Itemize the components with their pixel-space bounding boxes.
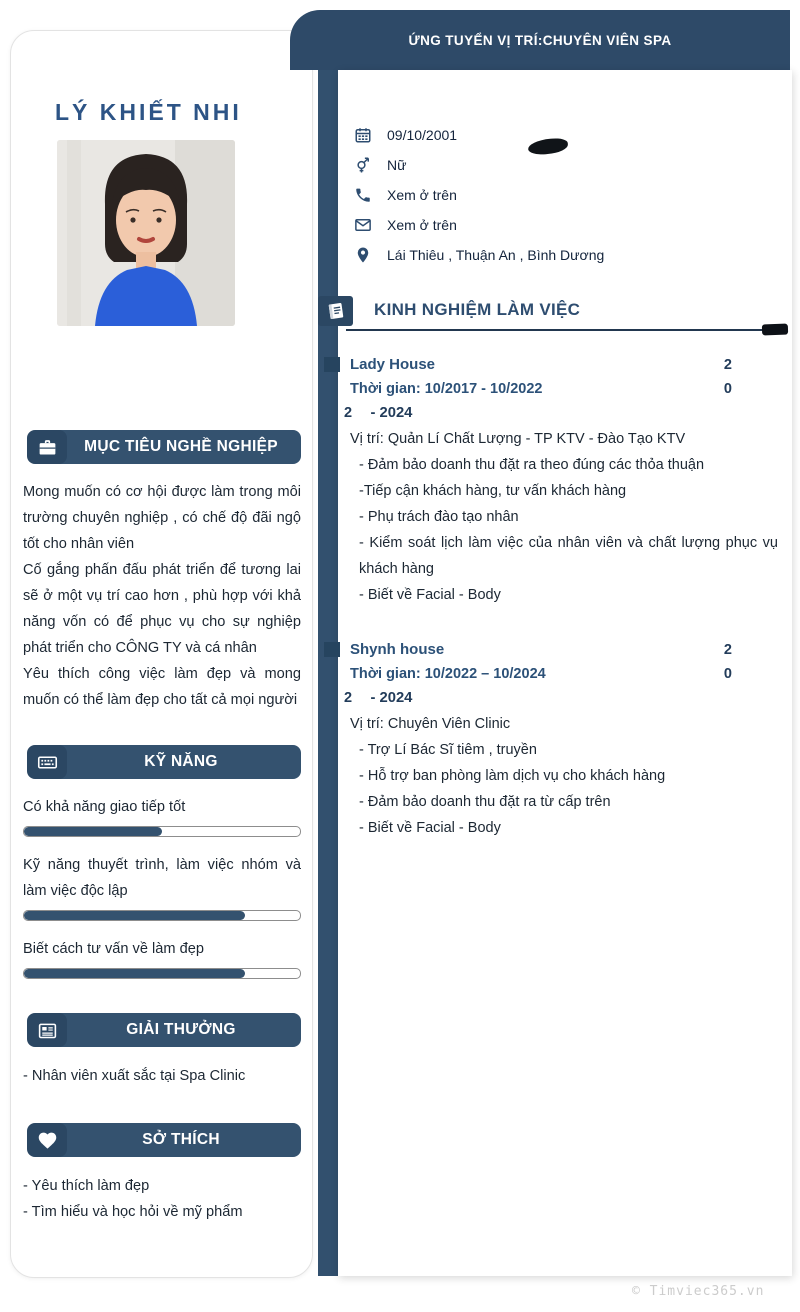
job-bullet: - Hỗ trợ ban phòng làm dịch vụ cho khách hàng [359, 768, 666, 784]
candidate-name: LÝ KHIẾT NHI [55, 99, 242, 125]
skill-bar-fill [24, 969, 245, 978]
ink-mark [762, 324, 788, 336]
timeline-marker [324, 642, 340, 657]
certificate-icon [27, 1013, 67, 1047]
job-position: Vị trí: Chuyên Viên Clinic [350, 716, 511, 732]
job-entry [344, 638, 784, 841]
apply-position-title: ỨNG TUYỂN VỊ TRÍ:CHUYÊN VIÊN SPA [408, 32, 672, 48]
skills-title: KỸ NĂNG [144, 753, 218, 770]
timeline-marker [324, 357, 340, 372]
profile-photo [57, 140, 235, 326]
timeline-bar [318, 70, 338, 1276]
email-icon [354, 216, 372, 234]
date-fragment: 2 [344, 405, 353, 421]
gender-value: Nữ [387, 157, 407, 173]
job-duration-row [350, 662, 784, 686]
job-bullet: - Kiểm soát lịch làm việc của nhân viên và chất lượng phục vụ khách hàng [359, 535, 778, 577]
skill-bar-fill [24, 911, 245, 920]
personal-info-list [338, 70, 792, 270]
section-objective [11, 430, 312, 713]
section-skills [11, 745, 312, 979]
job-duration-row [350, 377, 784, 401]
skill-label: Biết cách tư vấn về làm đẹp [23, 941, 204, 957]
phone-icon [354, 186, 372, 204]
skill-item [23, 794, 300, 837]
skill-bar [23, 968, 301, 979]
objective-paragraph: Yêu thích công việc làm đẹp và mong muốn có thể làm đẹp cho tất cả mọi người [23, 666, 301, 708]
location-icon [354, 246, 372, 264]
hobbies-ribbon [43, 1123, 301, 1157]
objective-title: MỤC TIÊU NGHỀ NGHIỆP [84, 438, 278, 455]
job-bullet: - Biết về Facial - Body [359, 820, 501, 836]
skill-bar [23, 910, 301, 921]
phone-value: Xem ở trên [387, 187, 457, 203]
experience-jobs [344, 353, 784, 841]
job-entry [344, 353, 784, 608]
job-bullet: - Đảm bảo doanh thu đặt ra từ cấp trên [359, 794, 611, 810]
heart-icon [27, 1123, 67, 1157]
email-value: Xem ở trên [387, 217, 457, 233]
date-fragment: 2 [723, 642, 732, 658]
job-bullets [350, 737, 784, 841]
job-duration: Thời gian: 10/2017 - 10/2022 [350, 381, 543, 397]
experience-section-header [346, 300, 786, 331]
job-bullet: - Đảm bảo doanh thu đặt ra theo đúng các thỏa thuận [359, 457, 705, 473]
job-bullet: -Tiếp cận khách hàng, tư vấn khách hàng [359, 483, 627, 499]
section-hobbies [11, 1123, 312, 1225]
date-fragment: 0 [723, 381, 732, 397]
awards-title: GIẢI THƯỞNG [126, 1021, 236, 1038]
date-fragment: - 2024 [370, 405, 413, 421]
date-wrap-row [344, 686, 784, 710]
objective-paragraph: Cố gắng phấn đấu phát triển để tương lai sẽ ở một vụ trí cao hơn , phù hợp với khả năng vốn có để phục vụ cho sự nghiệp phát triển cho CÔNG TY và cá nhân [23, 562, 301, 656]
birthdate-value: 09/10/2001 [387, 127, 458, 143]
keyboard-icon [27, 745, 67, 779]
award-text: - Nhân viên xuất sắc tại Spa Clinic [23, 1068, 246, 1084]
job-duration: Thời gian: 10/2022 – 10/2024 [350, 666, 546, 682]
skill-bar [23, 826, 301, 837]
objective-paragraph: Mong muốn có cơ hội được làm trong môi trường chuyên nghiệp , có chế độ đãi ngộ tốt cho nhân viên [23, 484, 301, 552]
job-bullets [350, 452, 784, 608]
info-row-address [338, 240, 792, 270]
date-fragment: 0 [723, 666, 732, 682]
briefcase-icon [27, 430, 67, 464]
book-icon [318, 296, 353, 326]
calendar-icon [354, 126, 372, 144]
skill-label: Kỹ năng thuyết trình, làm việc nhóm và làm việc độc lập [23, 857, 301, 899]
company-name: Shynh house [350, 641, 445, 658]
job-bullet: - Biết về Facial - Body [359, 587, 501, 603]
date-fragment: 2 [723, 357, 732, 373]
profile-photo-placeholder [57, 140, 235, 326]
hobbies-title: SỞ THÍCH [142, 1131, 220, 1148]
skill-item [23, 852, 300, 921]
experience-title: KINH NGHIỆM LÀM VIỆC [374, 300, 581, 319]
watermark: © Timviec365.vn [632, 1284, 765, 1299]
info-row-email [338, 210, 792, 240]
left-panel [10, 30, 313, 1278]
date-wrap-row [344, 401, 784, 425]
objective-text [23, 479, 301, 713]
job-position: Vị trí: Quản Lí Chất Lượng - TP KTV - Đào Tạo KTV [350, 431, 686, 447]
hobby-item: - Tìm hiểu và học hỏi về mỹ phẩm [23, 1204, 243, 1220]
info-row-phone [338, 180, 792, 210]
company-name: Lady House [350, 356, 436, 373]
objective-ribbon [43, 430, 301, 464]
section-awards [11, 1013, 312, 1089]
skill-item [23, 936, 300, 979]
right-panel [338, 70, 792, 1276]
job-bullet: - Phụ trách đào tạo nhân [359, 509, 519, 525]
skill-bar-fill [24, 827, 162, 836]
address-value: Lái Thiêu , Thuận An , Bình Dương [387, 247, 605, 263]
job-title-row [350, 638, 784, 662]
hobby-list [23, 1173, 300, 1225]
award-item [23, 1063, 300, 1089]
skills-ribbon [43, 745, 301, 779]
date-fragment: - 2024 [370, 690, 413, 706]
skill-label: Có khả năng giao tiếp tốt [23, 799, 186, 815]
apply-position-header [290, 10, 790, 70]
info-row-gender [338, 150, 792, 180]
date-fragment: 2 [344, 690, 353, 706]
job-title-row [350, 353, 784, 377]
gender-icon [354, 156, 372, 174]
hobby-item: - Yêu thích làm đẹp [23, 1178, 150, 1194]
awards-ribbon [43, 1013, 301, 1047]
job-bullet: - Trợ Lí Bác Sĩ tiêm , truyền [359, 742, 537, 758]
